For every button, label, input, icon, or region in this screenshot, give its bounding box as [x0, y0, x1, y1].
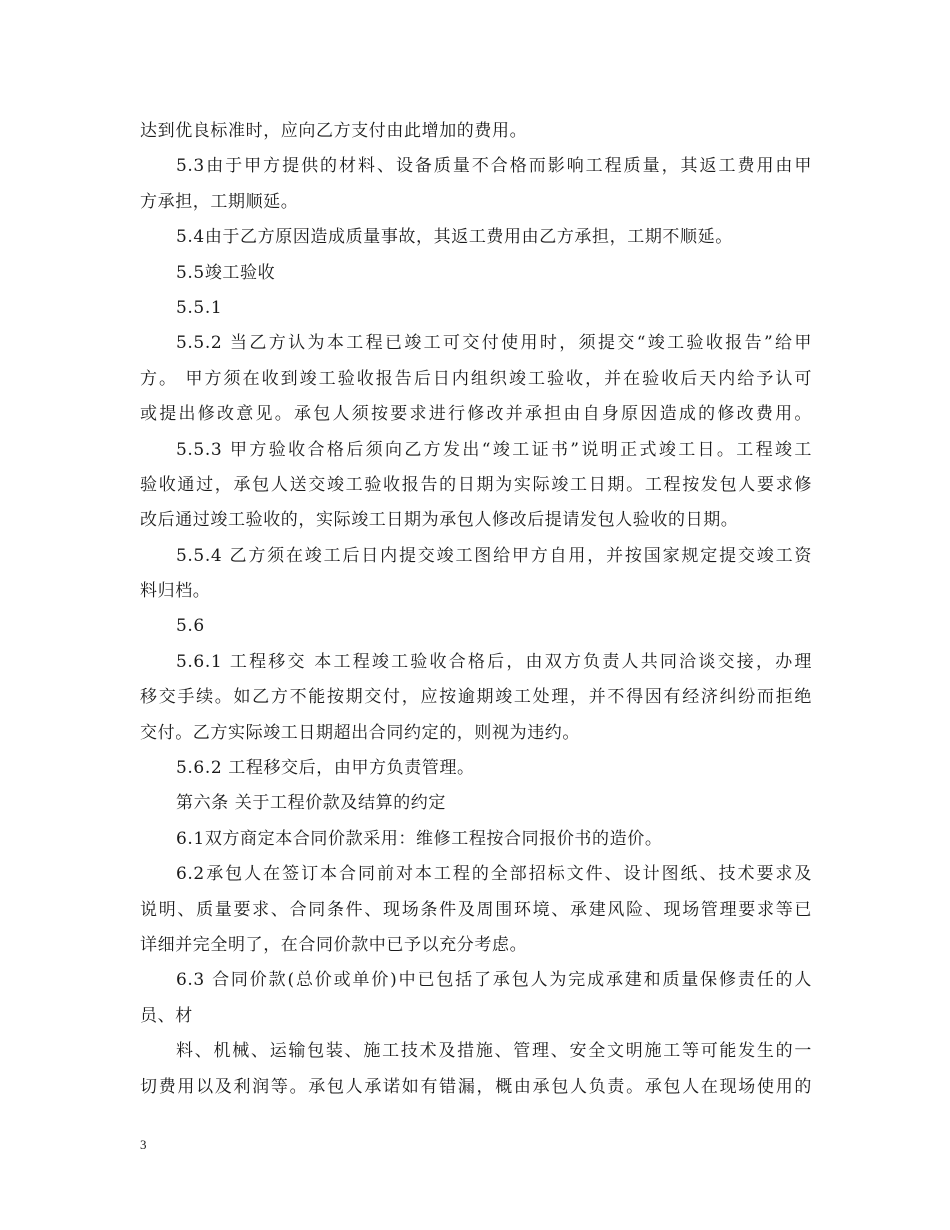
text-line: 达到优良标准时，应向乙方支付由此增加的费用。: [140, 121, 528, 141]
text-line: 5.5.3 甲方验收合格后须向乙方发出“竣工证书”说明正式竣工日。工程竣工: [176, 439, 812, 460]
text-line: 5.4由于乙方原因造成质量事故，其返工费用由乙方承担，工期不顺延。: [176, 227, 733, 248]
text-line: 改后通过竣工验收的，实际竣工日期为承包人修改后提请发包人验收的日期。: [140, 510, 739, 531]
text-line: 交付。乙方实际竣工日期超出合同约定的，则视为违约。: [140, 722, 580, 743]
text-line: 5.5.2 当乙方认为本工程已竣工可交付使用时，须提交“竣工验收报告”给甲: [176, 333, 812, 354]
text-line: 方。 甲方须在收到竣工验收报告后日内组织竣工验收，并在验收后天内给予认可: [140, 368, 812, 389]
text-line: 详细并完全明了，在合同价款中已予以充分考虑。: [140, 934, 528, 955]
text-line: 5.5.1: [176, 297, 223, 318]
text-line: 5.6: [176, 616, 205, 637]
text-line: 或提出修改意见。承包人须按要求进行修改并承担由自身原因造成的修改费用。: [140, 404, 812, 425]
text-line: 6.1双方商定本合同价款采用：维修工程按合同报价书的造价。: [176, 828, 663, 849]
text-line: 5.6.2 工程移交后，由甲方负责管理。: [176, 758, 475, 779]
text-line: 6.2承包人在签订本合同前对本工程的全部招标文件、设计图纸、技术要求及: [176, 864, 812, 885]
text-line: 说明、质量要求、合同条件、现场条件及周围环境、承建风险、现场管理要求等已: [140, 899, 812, 920]
text-line: 第六条 关于工程价款及结算的约定: [176, 793, 447, 814]
text-line: 切费用以及利润等。承包人承诺如有错漏，概由承包人负责。承包人在现场使用的: [140, 1076, 812, 1097]
text-line: 6.3 合同价款(总价或单价)中已包括了承包人为完成承建和质量保修责任的人: [176, 970, 812, 991]
text-line: 5.6.1 工程移交 本工程竣工验收合格后，由双方负责人共同洽谈交接，办理: [176, 651, 812, 672]
text-line: 料归档。: [140, 581, 211, 602]
body-text: [140, 114, 812, 1105]
text-line: 5.5.4 乙方须在竣工后日内提交竣工图给甲方自用，并按国家规定提交竣工资: [176, 545, 812, 566]
text-line: 料、机械、运输包装、施工技术及措施、管理、安全文明施工等可能发生的一: [176, 1041, 812, 1062]
text-line: 5.5竣工验收: [176, 262, 276, 283]
text-line: 验收通过，承包人送交竣工验收报告的日期为实际竣工日期。工程按发包人要求修: [140, 474, 812, 495]
text-line: 员、材: [140, 1005, 193, 1026]
text-line: 方承担，工期顺延。: [140, 191, 299, 212]
text-line: 5.3由于甲方提供的材料、设备质量不合格而影响工程质量，其返工费用由甲: [176, 156, 812, 177]
text-line: 移交手续。如乙方不能按期交付，应按逾期竣工处理，并不得因有经济纠纷而拒绝: [140, 687, 812, 708]
page-number: 3: [140, 1137, 147, 1152]
